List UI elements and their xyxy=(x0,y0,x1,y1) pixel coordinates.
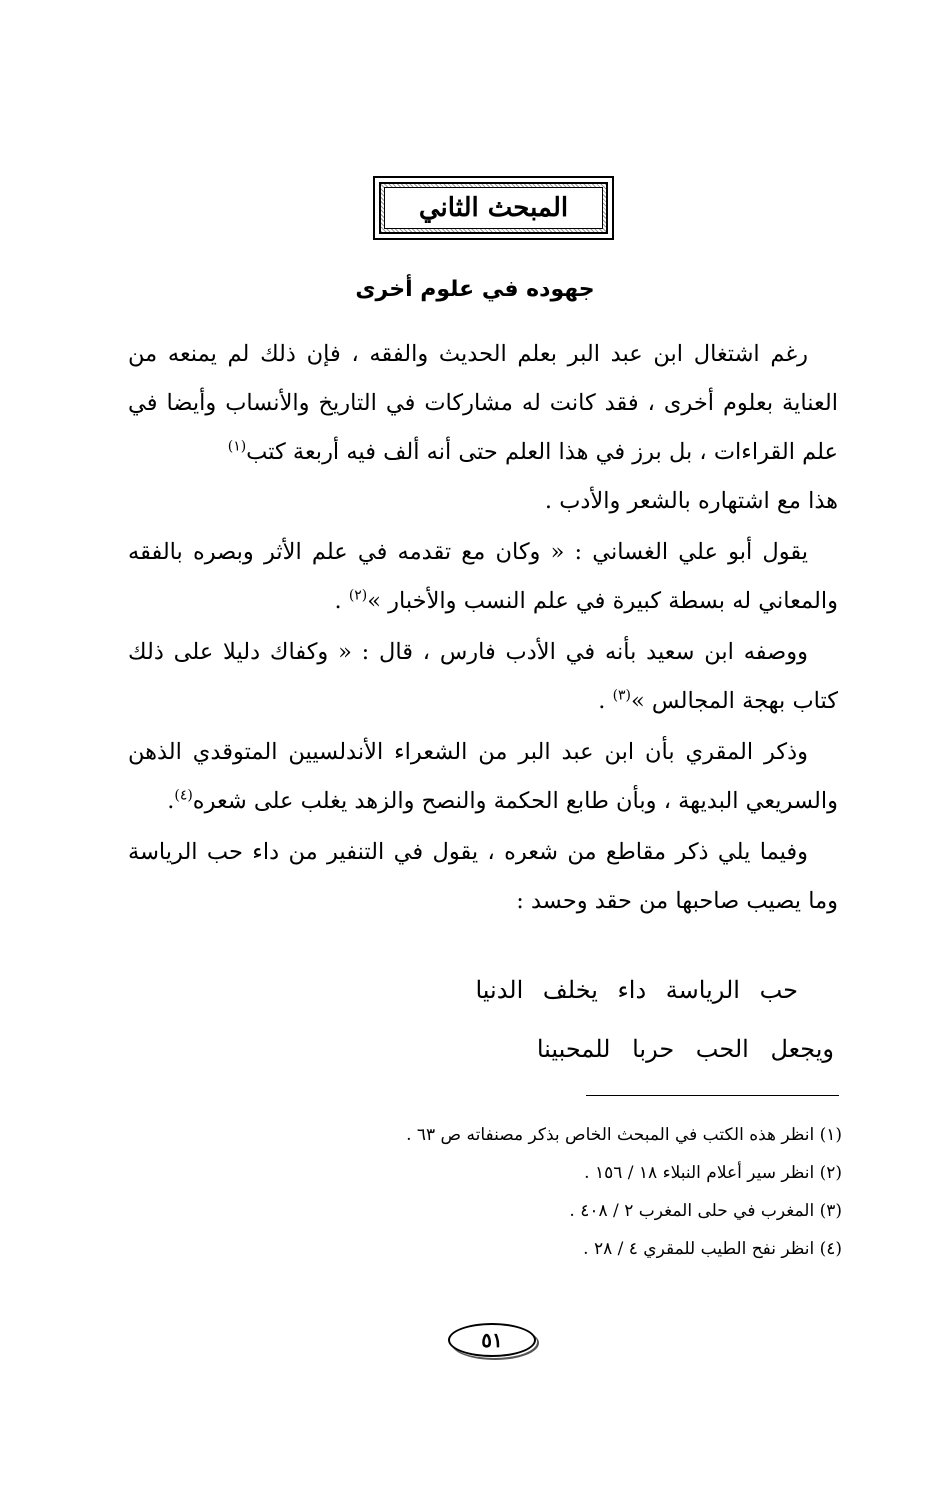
paragraph-tail: . xyxy=(334,588,342,614)
footnotes xyxy=(222,1116,842,1268)
verse-line-2: ويجعل الحب حربا للمحبينا xyxy=(536,1035,834,1063)
section-subtitle: جهوده في علوم أخرى xyxy=(355,277,595,302)
paragraph-tail: . xyxy=(598,688,606,714)
footnote-ref: (٣) xyxy=(612,687,631,704)
title-hatched-border xyxy=(379,182,608,234)
section-title: المبحث الثاني xyxy=(384,187,603,229)
paragraph-text: هذا مع اشتهاره بالشعر والأدب . xyxy=(544,488,838,514)
paragraph-text: ووصفه ابن سعيد بأنه في الأدب فارس ، قال : « وكفاك دليلا على ذلك كتاب بهجة المجالس » xyxy=(128,639,838,714)
paragraph-tail: . xyxy=(167,788,175,814)
footnote-item: (١) انظر هذه الكتب في المبحث الخاص بذكر مصنفاته ص ٦٣ . xyxy=(406,1125,842,1145)
paragraph xyxy=(128,628,838,726)
footnote-item: (٣) المغرب في حلى المغرب ٢ / ٤٠٨ . xyxy=(569,1201,842,1221)
paragraph-text: وذكر المقري بأن ابن عبد البر من الشعراء الأندلسيين المتوقدي الذهن والسريعي البديهة ، وبأن طابع الحكمة والنصح والزهد يغلب على شعره xyxy=(128,739,838,814)
body-text xyxy=(128,330,838,926)
verse-line-1: حب الرياسة داء يخلف الدنيا xyxy=(475,976,798,1004)
paragraph xyxy=(128,828,838,926)
footnote-ref: (٢) xyxy=(348,587,368,604)
section-title-frame xyxy=(373,176,614,240)
footnote-ref: (٤) xyxy=(174,787,193,804)
footnote-ref: (١) xyxy=(227,438,247,455)
footnote-item: (٤) انظر نفح الطيب للمقري ٤ / ٢٨ . xyxy=(583,1239,842,1259)
paragraph-continuation xyxy=(128,477,838,526)
paragraph xyxy=(128,528,838,626)
footnote-item: (٢) انظر سير أعلام النبلاء ١٨ / ١٥٦ . xyxy=(584,1163,842,1183)
paragraph xyxy=(128,728,838,826)
page-number: ٥١ xyxy=(448,1323,536,1357)
paragraph-text: يقول أبو علي الغساني : « وكان مع تقدمه في علم الأثر وبصره بالفقه والمعاني له بسطة كبيرة في علم النسب والأخبار » xyxy=(128,539,838,614)
paragraph-text: وفيما يلي ذكر مقاطع من شعره ، يقول في التنفير من داء حب الرياسة وما يصيب صاحبها من حقد وحسد : xyxy=(128,839,838,914)
footnote-divider xyxy=(586,1095,839,1096)
paragraph-text: رغم اشتغال ابن عبد البر بعلم الحديث والفقه ، فإن ذلك لم يمنعه من العناية بعلوم أخرى ، فقد كانت له مشاركات في التاريخ والأنساب وأيضا في علم القراءات ، بل برز في هذا العلم حتى أنه ألف فيه أربعة كتب xyxy=(128,341,838,465)
paragraph xyxy=(128,330,838,477)
